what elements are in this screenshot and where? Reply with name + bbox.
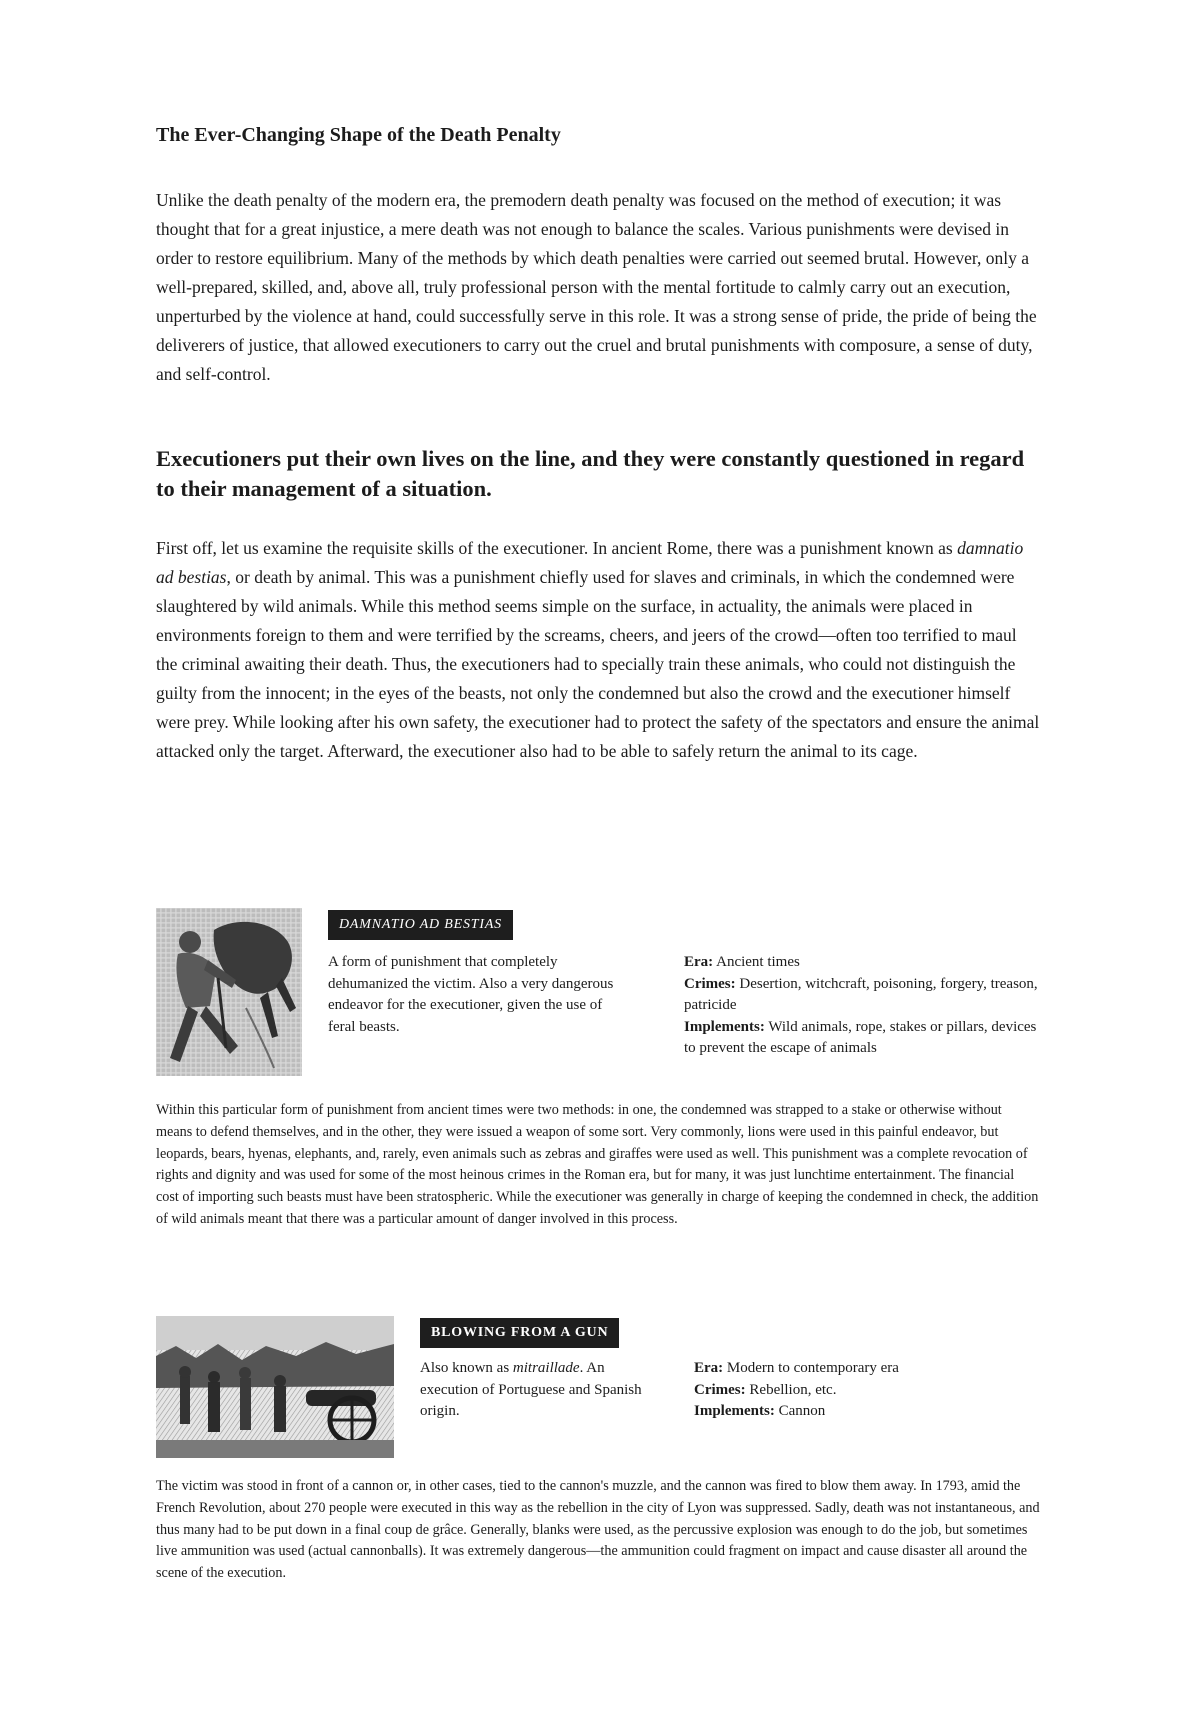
meta-implements: Implements: Wild animals, rope, stakes or pillars, devices to prevent the escape of animals	[684, 1018, 1037, 1056]
body-text-before: First off, let us examine the requisite skills of the executioner. In ancient Rome, there was a punishment known as	[156, 538, 958, 558]
meta-crimes: Crimes: Desertion, witchcraft, poisoning, forgery, treason, patricide	[684, 975, 1038, 1013]
pull-quote: Executioners put their own lives on the line, and they were constantly questioned in regard to their management of a situation.	[156, 446, 1025, 501]
meta-era: Era: Ancient times	[684, 954, 800, 970]
body-text-after: , or death by animal. This was a punishment chiefly used for slaves and criminals, in which the condemned were slaughtered by wild animals. While this method seems simple on the surface, in actuality, the animals were placed in environments foreign to them and were terrified by the screams, cheers, and jeers of the crowd—often too terrified to maul the criminal awaiting their death. Thus, the executioners had to specially train these animals, who could not distinguish the guilty from the innocent; in the eyes of the beasts, not only the condemned but also the crowd and the executioner himself were prey. While looking after his own safety, the executioner had to protect the safety of the spectators and ensure the animal attacked only the target. Afterward, the executioner also had to be able to safely return the animal to its cage.	[156, 567, 1040, 761]
entry-body-blowing-from-gun: The victim was stood in front of a cannon or, in other cases, tied to the cannon's muzzle, and the cannon was fired to blow them away. In 1793, amid the French Revolution, about 270 people were executed in this way as the rebellion in the city of Lyon was suppressed. Sadly, death was not instantaneous, and thus many had to be put down in a final coup de grâce. Generally, blanks were used, as the percussive explosion was enough to do the job, but sometimes live ammunition was used (actual cannonballs). It was extremely dangerous—the ammunition could fragment on impact and cause disaster all around the scene of the execution.	[156, 1478, 1040, 1582]
entry-tag-damnatio: DAMNATIO AD BESTIAS	[328, 910, 513, 940]
entry-meta	[694, 1358, 1040, 1423]
body-term: damnatio ad bestias	[156, 538, 1024, 587]
body-paragraph	[156, 534, 1040, 766]
meta-crimes: Crimes: Rebellion, etc.	[694, 1381, 837, 1398]
entry-tag-blowing-from-gun: BLOWING FROM A GUN	[420, 1318, 619, 1348]
entry-body-damnatio: Within this particular form of punishment from ancient times were two methods: in one, the condemned was strapped to a stake or otherwise without means to defend themselves, and in the other, they were issued a weapon of some sort. Very commonly, lions were used in this painful endeavor, but leopards, bears, hyenas, elephants, and, rarely, even animals such as zebras and giraffes were used as well. This punishment was a complete revocation of rights and dignity and was used for some of the most heinous crimes in the Roman era, but for many, it was just lunchtime entertainment. The financial cost of importing such beasts must have been stratospheric. While the executioner was generally in charge of keeping the condemned in check, the addition of wild animals meant that there was a particular amount of danger involved in this process.	[156, 1102, 1039, 1227]
engraving-illustration	[156, 1316, 394, 1458]
entry-description: Also known as mitraillade. An execution of Portuguese and Spanish origin.	[420, 1360, 642, 1419]
meta-implements: Implements: Cannon	[694, 1403, 826, 1419]
meta-era: Era: Modern to contemporary era	[694, 1360, 899, 1376]
entry-description: A form of punishment that completely dehumanized the victim. Also a very dangerous endeavor for the executioner, given the use of feral beasts.	[328, 954, 614, 1035]
intro-paragraph: Unlike the death penalty of the modern era, the premodern death penalty was focused on the method of execution; it was thought that for a great injustice, a mere death was not enough to balance the scales. Various punishments were devised in order to restore equilibrium. Many of the methods by which death penalties were carried out seemed brutal. However, only a well-prepared, skilled, and, above all, truly professional person with the mental fortitude to calmly carry out an execution, unperturbed by the violence at hand, could successfully serve in this role. It was a strong sense of pride, the pride of being the deliverers of justice, that allowed executioners to carry out the cruel and brutal punishments with composure, a sense of duty, and self-control.	[156, 190, 1037, 384]
engraving-image	[156, 1316, 394, 1458]
article-title: The Ever-Changing Shape of the Death Penalty	[156, 124, 561, 146]
entry-meta	[684, 952, 1040, 1060]
mosaic-illustration	[156, 908, 302, 1076]
mosaic-image	[156, 908, 302, 1076]
